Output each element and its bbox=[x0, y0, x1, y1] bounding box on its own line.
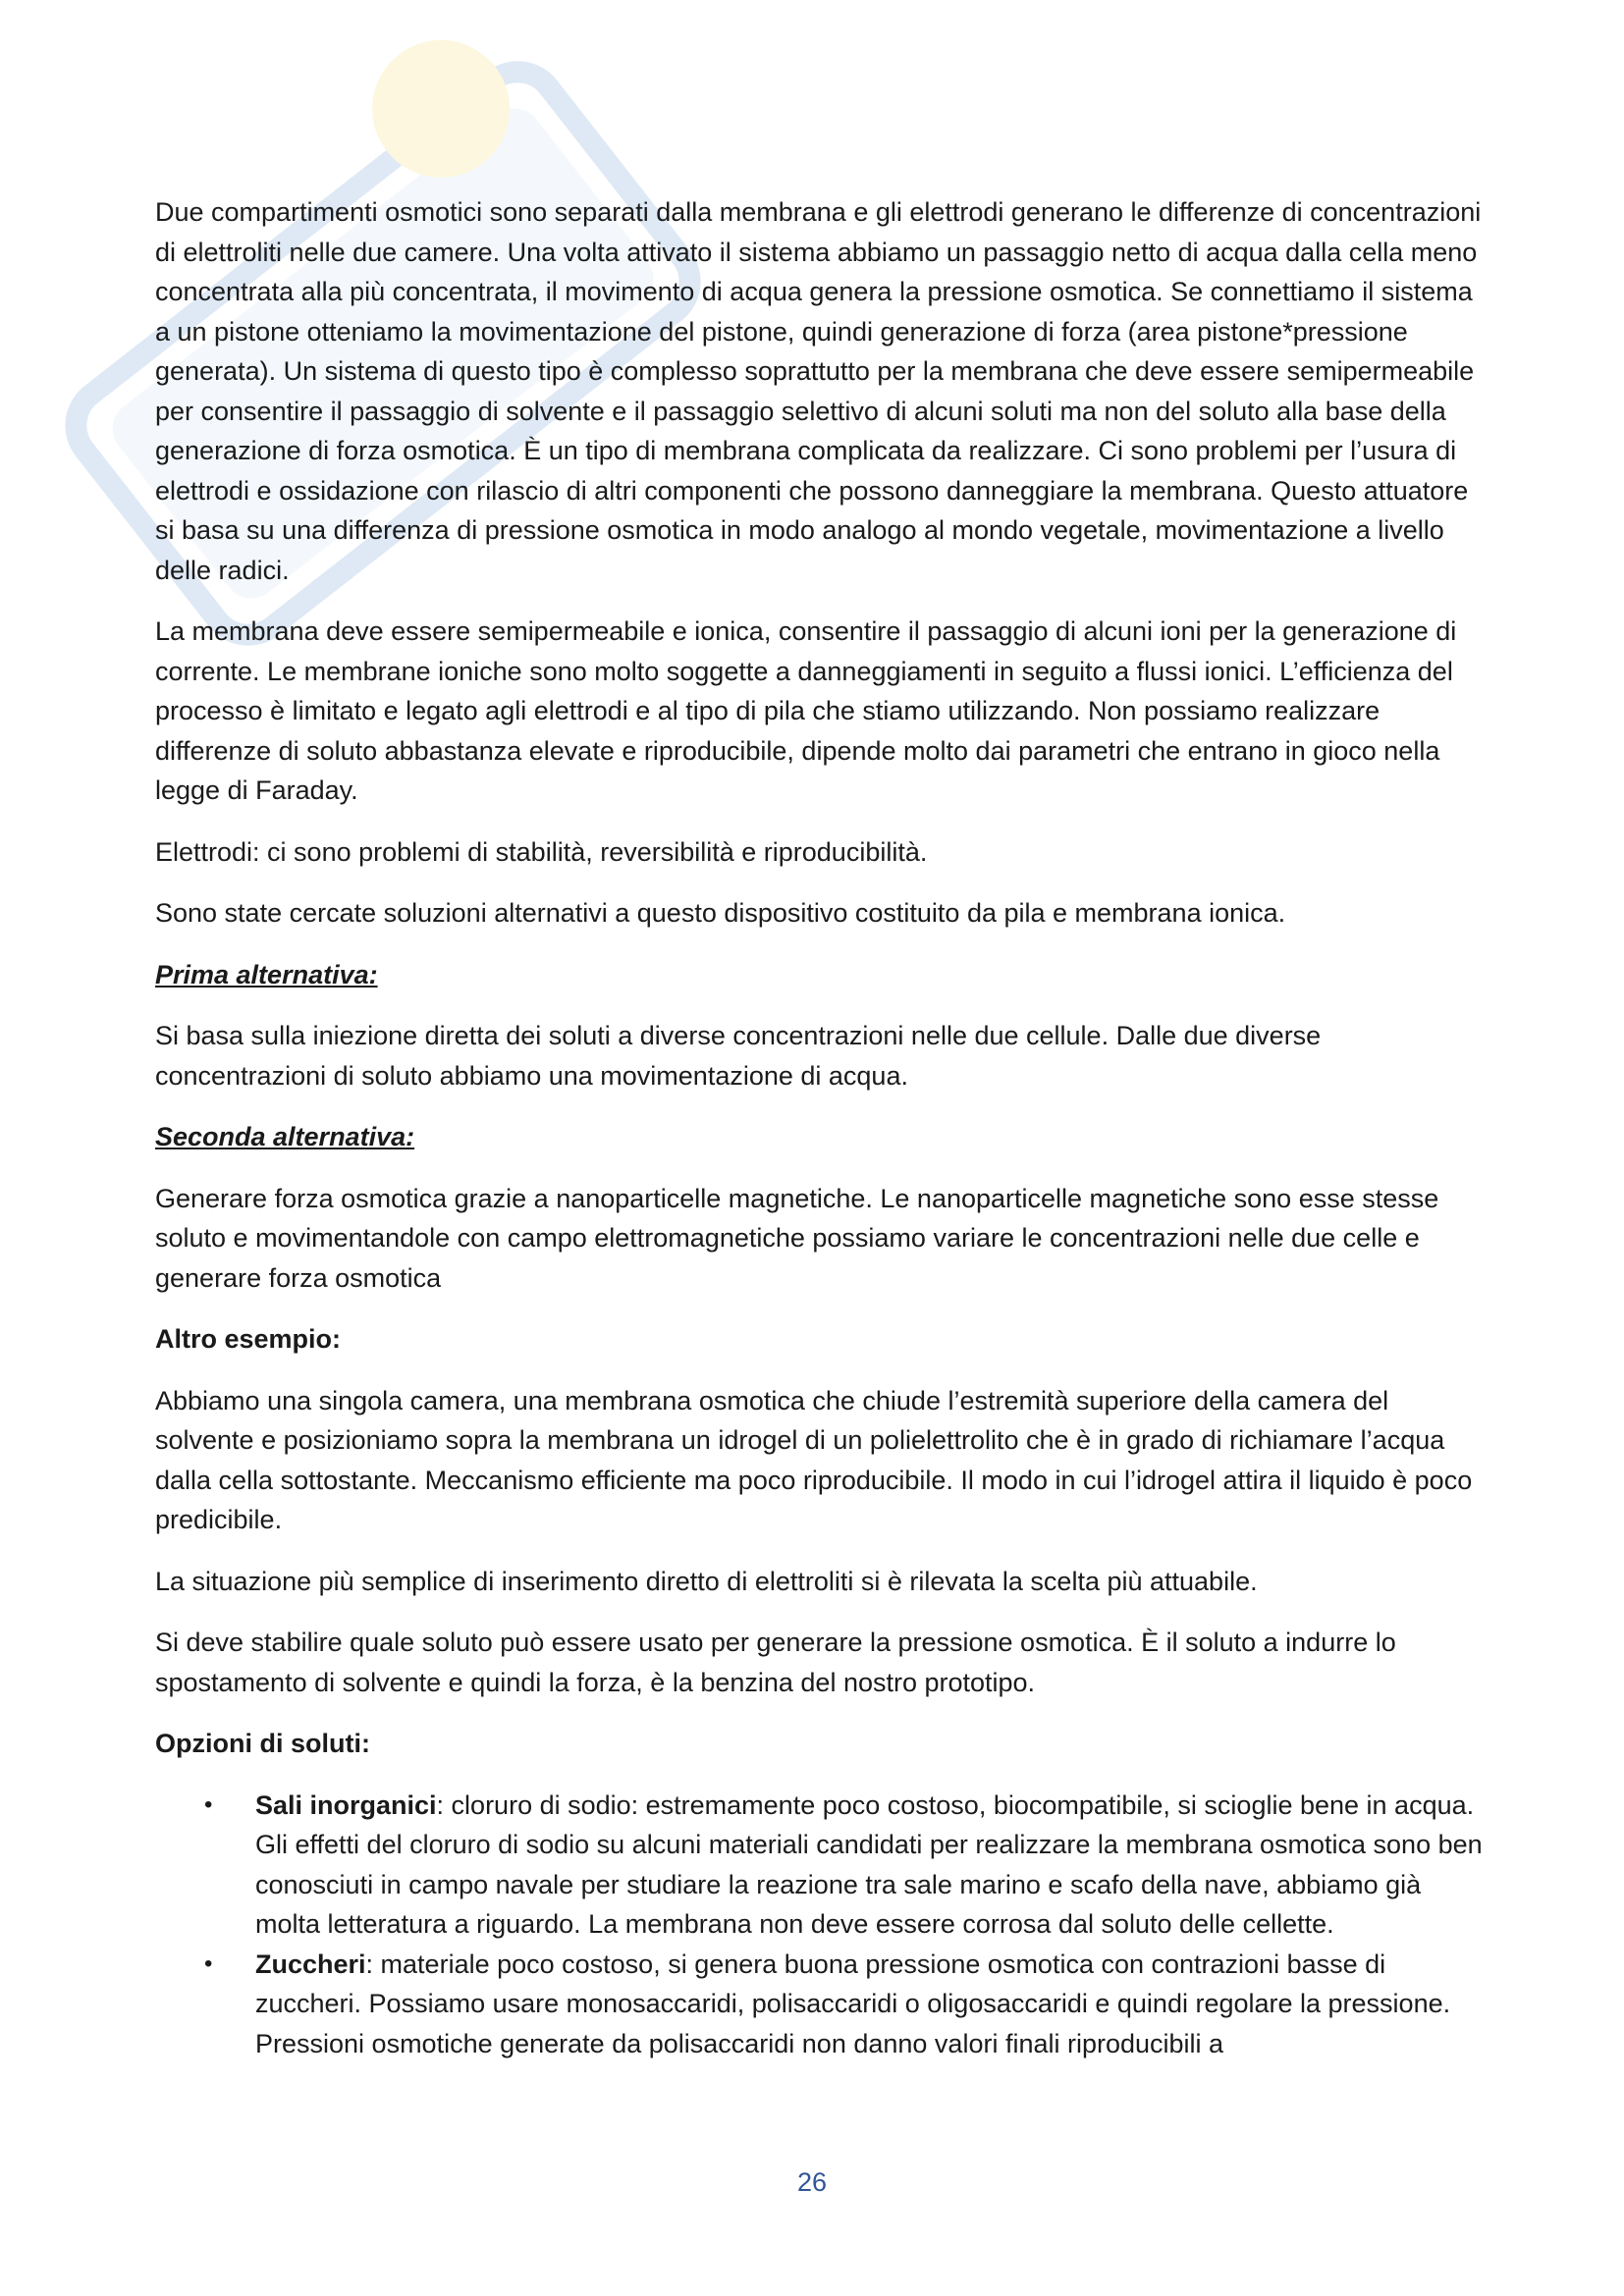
paragraph-membrane: La membrana deve essere semipermeabile e ionica, consentire il passaggio di alcuni ioni per la generazione di corrente. Le membrane ioniche sono molto soggette a danneggiamenti in seguito a flussi ionici. L’efficienza del processo è limitato e legato agli elettrodi e al tipo di pila che stiamo utilizzando. Non possiamo realizzare differenze di soluto abbastanza elevate e riproducibile, dipende molto dai parametri che entrano in gioco nella legge di Faraday. bbox=[155, 616, 1457, 805]
solute-options-list bbox=[155, 1786, 1483, 2064]
heading-solute-options: Opzioni di soluti: bbox=[155, 1729, 370, 1758]
page-number: 26 bbox=[796, 2167, 828, 2197]
document-body bbox=[155, 192, 1483, 2063]
heading-first-alternative: Prima alternativa: bbox=[155, 959, 378, 989]
heading-second-alternative: Seconda alternativa: bbox=[155, 1122, 415, 1151]
bullet-icon: • bbox=[204, 1790, 213, 1818]
heading-other-example: Altro esempio: bbox=[155, 1324, 342, 1354]
paragraph-other-example: Abbiamo una singola camera, una membrana osmotica che chiude l’estremità superiore della camera del solvente e posizioniamo sopra la membrana un idrogel di un polielettrolito che è in grado di richiamare l’acqua dalla cella sottostante. Meccanismo efficiente ma poco riproducibile. Il modo in cui l’idrogel attira il liquido è poco predicibile. bbox=[155, 1385, 1473, 1534]
list-item bbox=[155, 1786, 1483, 1945]
list-item-term: Sali inorganici bbox=[255, 1789, 437, 1820]
bullet-icon: • bbox=[204, 1949, 213, 1977]
paragraph-second-alternative: Generare forza osmotica grazie a nanoparticelle magnetiche. Le nanoparticelle magnetiche sono esse stesse soluto e movimentandole con campo elettromagnetiche possiamo variare le concentrazioni nelle due celle e generare forza osmotica bbox=[155, 1183, 1439, 1293]
paragraph-alternatives: Sono state cercate soluzioni alternativi a questo dispositivo costituito da pila e membrana ionica. bbox=[155, 898, 1286, 928]
list-item-text: : materiale poco costoso, si genera buona pressione osmotica con contrazioni basse di zuccheri. Possiamo usare monosaccaridi, polisaccaridi o oligosaccaridi e quindi regolare la pressione. Pressioni osmotiche generate da polisaccaridi non danno valori finali riproducibili a bbox=[255, 1949, 1451, 2058]
paragraph-first-alternative: Si basa sulla iniezione diretta dei soluti a diverse concentrazioni nelle due cellule. Dalle due diverse concentrazioni di soluto abbiamo una movimentazione di acqua. bbox=[155, 1021, 1322, 1091]
paragraph-electrodes: Elettrodi: ci sono problemi di stabilità, reversibilità e riproducibilità. bbox=[155, 836, 928, 867]
paragraph-intro: Due compartimenti osmotici sono separati dalla membrana e gli elettrodi generano le differenze di concentrazioni di elettroliti nelle due camere. Una volta attivato il sistema abbiamo un passaggio netto di acqua dalla cella meno concentrata alla più concentrata, il movimento di acqua genera la pressione osmotica. Se connettiamo il sistema a un pistone otteniamo la movimentazione del pistone, quindi generazione di forza (area pistone*pressione generata). Un sistema di questo tipo è complesso soprattutto per la membrana che deve essere semipermeabile per consentire il passaggio di solvente e il passaggio selettivo di alcuni soluti ma non del soluto alla base della generazione di forza osmotica. È un tipo di membrana complicata da realizzare. Ci sono problemi per l’usura di elettrodi e ossidazione con rilascio di altri componenti che possono danneggiare la membrana. Questo attuatore si basa su una differenza di pressione osmotica in modo analogo al mondo vegetale, movimentazione a livello delle radici. bbox=[155, 197, 1482, 585]
paragraph-simplest-solution: La situazione più semplice di inserimento diretto di elettroliti si è rilevata la scelta più attuabile. bbox=[155, 1566, 1258, 1596]
list-item-text: : cloruro di sodio: estremamente poco costoso, biocompatibile, si scioglie bene in acqua. Gli effetti del cloruro di sodio su alcuni materiali candidati per realizzare la membrana osmotica sono ben conosciuti in campo navale per studiare la reazione tra sale marino e scafo della nave, abbiamo già molta letteratura a riguardo. La membrana non deve essere corrosa dal soluto delle cellette. bbox=[255, 1789, 1483, 1939]
list-item-term: Zuccheri bbox=[255, 1949, 366, 1979]
paragraph-solute-choice: Si deve stabilire quale soluto può essere usato per generare la pressione osmotica. È il soluto a indurre lo spostamento di solvente e quindi la forza, è la benzina del nostro prototipo. bbox=[155, 1628, 1396, 1697]
list-item bbox=[155, 1945, 1483, 2064]
